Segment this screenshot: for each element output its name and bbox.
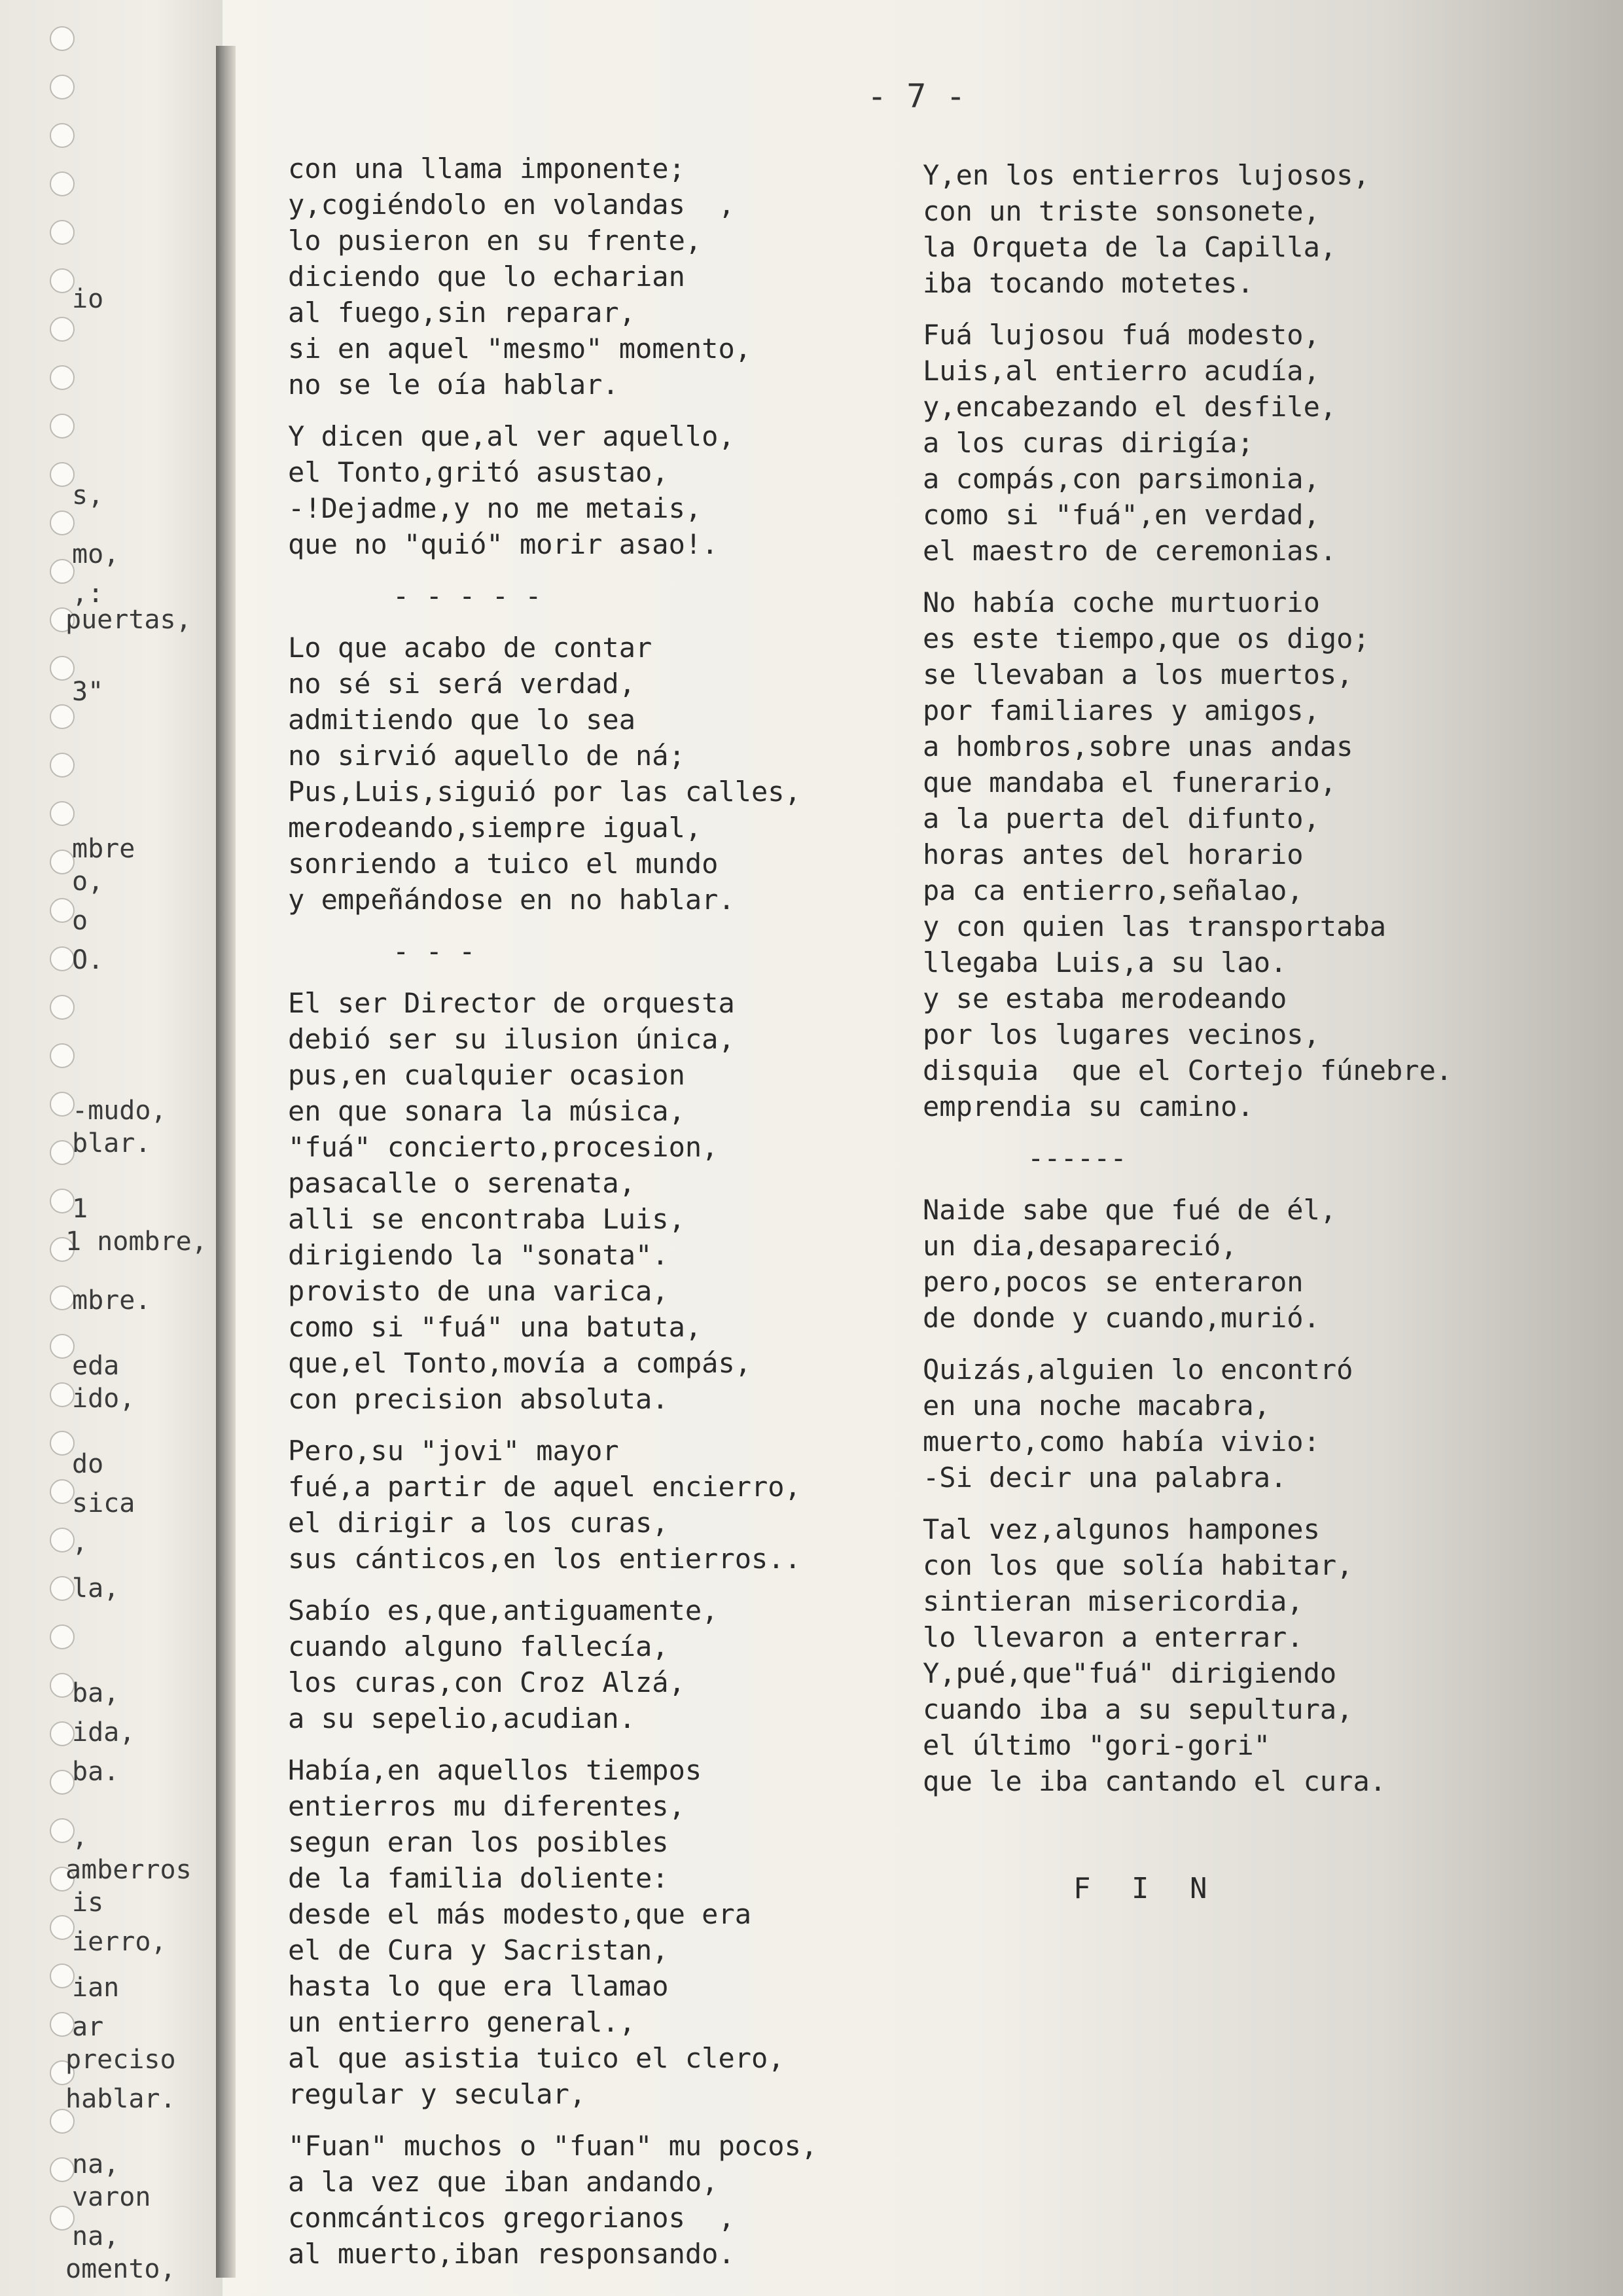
- verse-line: y,encabezando el desfile,: [923, 391, 1337, 423]
- stanza: [288, 1592, 817, 1736]
- binder-hole: [50, 2206, 75, 2231]
- fragment-text: na,: [72, 2149, 120, 2179]
- stanza: [923, 1511, 1452, 1799]
- fragment-text: blar.: [72, 1128, 151, 1158]
- binder-hole: [50, 1964, 75, 1988]
- fragment-text: -mudo,: [72, 1096, 167, 1126]
- fragment-text: ,:: [72, 579, 104, 609]
- stanza: [923, 1192, 1452, 1336]
- stanza: [288, 630, 817, 918]
- binder-hole: [50, 2012, 75, 2037]
- verse-line: y empeñándose en no hablar.: [288, 884, 735, 916]
- verse-line: Sabío es,que,antiguamente,: [288, 1594, 719, 1626]
- stanza: [288, 933, 817, 969]
- fragment-text: sica: [72, 1488, 135, 1518]
- verse-line: no se le oía hablar.: [288, 368, 619, 401]
- binder-hole: [50, 75, 75, 99]
- verse-line: merodeando,siempre igual,: [288, 812, 702, 844]
- verse-line: sintieran misericordia,: [923, 1585, 1304, 1617]
- stanza: [288, 2128, 817, 2272]
- left-poem-column: [288, 151, 817, 2287]
- binder-hole: [50, 1431, 75, 1456]
- binder-hole: [50, 1915, 75, 1940]
- verse-line: es este tiempo,que os digo;: [923, 622, 1370, 655]
- verse-line: fué,a partir de aquel encierro,: [288, 1471, 801, 1503]
- verse-line: en que sonara la música,: [288, 1095, 685, 1127]
- fragment-text: ,: [72, 1528, 88, 1558]
- verse-line: cuando alguno fallecía,: [288, 1630, 669, 1662]
- verse-line: que mandaba el funerario,: [923, 766, 1337, 798]
- verse-line: que le iba cantando el cura.: [923, 1765, 1387, 1797]
- stanza: [923, 317, 1452, 569]
- verse-line: la Orqueta de la Capilla,: [923, 231, 1337, 263]
- verse-line: "Fuan" muchos o "fuan" mu pocos,: [288, 2130, 818, 2162]
- verse-line: en una noche macabra,: [923, 1390, 1271, 1422]
- verse-line: a los curas dirigía;: [923, 427, 1254, 459]
- fragment-text: 1: [72, 1194, 88, 1224]
- verse-line: disquia que el Cortejo fúnebre.: [923, 1054, 1453, 1086]
- fragment-text: o,: [72, 867, 104, 897]
- verse-line: regular y secular,: [288, 2078, 586, 2110]
- fragment-text: o: [72, 906, 88, 936]
- page-fold-shadow: [216, 46, 236, 2278]
- verse-line: Pus,Luis,siguió por las calles,: [288, 776, 801, 808]
- verse-line: si en aquel "mesmo" momento,: [288, 332, 752, 365]
- verse-line: segun eran los posibles: [288, 1826, 669, 1858]
- section-separator: - - - - -: [393, 580, 542, 612]
- verse-line: de la familia doliente:: [288, 1862, 669, 1894]
- fragment-text: ,: [72, 1822, 88, 1852]
- binder-hole: [50, 268, 75, 293]
- verse-line: un dia,desapareció,: [923, 1230, 1238, 1262]
- binder-hole: [50, 220, 75, 245]
- section-separator: - - -: [393, 935, 476, 967]
- verse-line: emprendia su camino.: [923, 1090, 1254, 1122]
- verse-line: horas antes del horario: [923, 838, 1304, 870]
- binder-hole: [50, 26, 75, 51]
- binder-hole: [50, 801, 75, 826]
- verse-line: el dirigir a los curas,: [288, 1507, 669, 1539]
- verse-line: al que asistia tuico el clero,: [288, 2042, 785, 2074]
- stanza: [923, 1140, 1452, 1176]
- fragment-text: puertas,: [65, 605, 192, 635]
- fragment-text: do: [72, 1449, 104, 1479]
- binder-hole: [50, 656, 75, 681]
- fragment-text: O.: [72, 945, 104, 975]
- verse-line: lo llevaron a enterrar.: [923, 1621, 1304, 1653]
- verse-line: con un triste sonsonete,: [923, 195, 1320, 227]
- verse-line: a su sepelio,acudian.: [288, 1702, 636, 1734]
- stanza: [288, 985, 817, 1417]
- verse-line: con los que solía habitar,: [923, 1549, 1353, 1581]
- verse-line: y se estaba merodeando: [923, 982, 1287, 1014]
- verse-line: al fuego,sin reparar,: [288, 296, 636, 329]
- binder-hole: [50, 1673, 75, 1698]
- verse-line: el último "gori-gori": [923, 1729, 1271, 1761]
- binder-hole: [50, 753, 75, 778]
- verse-line: por los lugares vecinos,: [923, 1018, 1320, 1050]
- stanza: [923, 584, 1452, 1124]
- verse-line: debió ser su ilusion única,: [288, 1023, 735, 1055]
- fragment-text: ida,: [72, 1717, 135, 1748]
- verse-line: a hombros,sobre unas andas: [923, 730, 1353, 762]
- verse-line: lo pusieron en su frente,: [288, 224, 702, 257]
- binder-hole: [50, 850, 75, 874]
- verse-line: muerto,como había vivio:: [923, 1426, 1320, 1458]
- verse-line: desde el más modesto,que era: [288, 1898, 752, 1930]
- binder-hole: [50, 1528, 75, 1552]
- verse-line: "fuá" concierto,procesion,: [288, 1131, 719, 1163]
- binder-hole: [50, 365, 75, 390]
- fragment-text: ar: [72, 2012, 104, 2042]
- binder-hole: [50, 317, 75, 342]
- verse-line: el maestro de ceremonias.: [923, 535, 1337, 567]
- fragment-text: mbre: [72, 834, 135, 864]
- fragment-text: preciso: [65, 2045, 176, 2075]
- verse-line: Y,pué,que"fuá" dirigiendo: [923, 1657, 1337, 1689]
- binder-hole: [50, 946, 75, 971]
- verse-line: Y dicen que,al ver aquello,: [288, 420, 735, 452]
- verse-line: de donde y cuando,murió.: [923, 1302, 1320, 1334]
- fragment-text: is: [72, 1888, 104, 1918]
- fragment-text: la,: [72, 1573, 120, 1604]
- verse-line: alli se encontraba Luis,: [288, 1203, 685, 1235]
- stanza: [923, 157, 1452, 301]
- verse-line: pero,pocos se enteraron: [923, 1266, 1304, 1298]
- verse-line: Naide sabe que fué de él,: [923, 1194, 1337, 1226]
- verse-line: hasta lo que era llamao: [288, 1970, 669, 2002]
- end-marker: F I N: [1073, 1872, 1219, 1905]
- binder-hole: [50, 1334, 75, 1359]
- verse-line: sus cánticos,en los entierros..: [288, 1543, 801, 1575]
- fragment-text: ierro,: [72, 1927, 167, 1957]
- verse-line: conmcánticos gregorianos ,: [288, 2202, 735, 2234]
- binder-hole: [50, 462, 75, 487]
- verse-line: Quizás,alguien lo encontró: [923, 1354, 1353, 1386]
- verse-line: entierros mu diferentes,: [288, 1790, 685, 1822]
- section-separator: ------: [1027, 1142, 1127, 1174]
- verse-line: pus,en cualquier ocasion: [288, 1059, 685, 1091]
- verse-line: Lo que acabo de contar: [288, 632, 652, 664]
- verse-line: -!Dejadme,y no me metais,: [288, 492, 702, 524]
- stanza: [288, 578, 817, 614]
- verse-line: provisto de una varica,: [288, 1275, 669, 1307]
- verse-line: pa ca entierro,señalao,: [923, 874, 1304, 906]
- binder-hole: [50, 1721, 75, 1746]
- fragment-text: amberros: [65, 1855, 192, 1885]
- verse-line: cuando iba a su sepultura,: [923, 1693, 1353, 1725]
- verse-line: y con quien las transportaba: [923, 910, 1387, 942]
- binder-hole: [50, 1479, 75, 1504]
- binder-hole: [50, 1382, 75, 1407]
- verse-line: que,el Tonto,movía a compás,: [288, 1347, 752, 1379]
- verse-line: un entierro general.,: [288, 2006, 636, 2038]
- verse-line: por familiares y amigos,: [923, 694, 1320, 726]
- right-poem-column: [923, 157, 1452, 1815]
- verse-line: Fuá lujosou fuá modesto,: [923, 319, 1320, 351]
- verse-line: como si "fuá",en verdad,: [923, 499, 1320, 531]
- fragment-text: mo,: [72, 539, 120, 569]
- binder-hole: [50, 1043, 75, 1068]
- binder-hole: [50, 1189, 75, 1213]
- verse-line: y,cogiéndolo en volandas ,: [288, 188, 735, 221]
- verse-line: iba tocando motetes.: [923, 267, 1254, 299]
- fragment-text: mbre.: [72, 1285, 151, 1316]
- fragment-text: eda: [72, 1351, 120, 1381]
- binder-hole: [50, 1818, 75, 1843]
- verse-line: a compás,con parsimonia,: [923, 463, 1320, 495]
- binder-hole: [50, 704, 75, 729]
- verse-line: Y,en los entierros lujosos,: [923, 159, 1370, 191]
- binder-hole: [50, 1576, 75, 1601]
- verse-line: con una llama imponente;: [288, 152, 685, 185]
- verse-line: diciendo que lo echarian: [288, 260, 685, 293]
- fragment-text: hablar.: [65, 2084, 176, 2114]
- verse-line: como si "fuá" una batuta,: [288, 1311, 702, 1343]
- fragment-text: omento,: [65, 2254, 176, 2284]
- verse-line: no sé si será verdad,: [288, 668, 636, 700]
- verse-line: el Tonto,gritó asustao,: [288, 456, 669, 488]
- fragment-text: 3": [72, 677, 104, 707]
- binder-hole: [50, 559, 75, 584]
- fragment-text: na,: [72, 2221, 120, 2251]
- binder-hole: [50, 1140, 75, 1165]
- page-number: - 7 -: [867, 77, 966, 115]
- stanza: [288, 1752, 817, 2112]
- verse-line: El ser Director de orquesta: [288, 987, 735, 1019]
- verse-line: No había coche murtuorio: [923, 586, 1320, 619]
- binder-hole: [50, 1285, 75, 1310]
- verse-line: admitiendo que lo sea: [288, 704, 636, 736]
- verse-line: -Si decir una palabra.: [923, 1462, 1287, 1494]
- fragment-text: ian: [72, 1973, 120, 2003]
- verse-line: al muerto,iban responsando.: [288, 2238, 735, 2270]
- fragment-text: io: [72, 284, 104, 314]
- binder-hole: [50, 2157, 75, 2182]
- verse-line: que no "quió" morir asao!.: [288, 528, 719, 560]
- stanza: [288, 1433, 817, 1577]
- binder-hole: [50, 171, 75, 196]
- fragment-text: ido,: [72, 1384, 135, 1414]
- binder-hole: [50, 414, 75, 439]
- verse-line: con precision absoluta.: [288, 1383, 669, 1415]
- binder-hole: [50, 1624, 75, 1649]
- verse-line: Luis,al entierro acudía,: [923, 355, 1320, 387]
- verse-line: Tal vez,algunos hampones: [923, 1513, 1320, 1545]
- binder-hole: [50, 123, 75, 148]
- fragment-text: s,: [72, 480, 104, 511]
- binder-hole: [50, 1770, 75, 1795]
- binder-hole: [50, 1092, 75, 1117]
- verse-line: el de Cura y Sacristan,: [288, 1934, 669, 1966]
- stanza: [923, 1352, 1452, 1496]
- stanza: [288, 418, 817, 562]
- fragment-text: ba.: [72, 1757, 120, 1787]
- fragment-text: 1 nombre,: [65, 1227, 207, 1257]
- verse-line: Había,en aquellos tiempos: [288, 1754, 702, 1786]
- binder-hole: [50, 995, 75, 1020]
- verse-line: a la vez que iban andando,: [288, 2166, 719, 2198]
- verse-line: los curas,con Croz Alzá,: [288, 1666, 685, 1698]
- fragment-text: ba,: [72, 1678, 120, 1708]
- verse-line: llegaba Luis,a su lao.: [923, 946, 1287, 978]
- verse-line: dirigiendo la "sonata".: [288, 1239, 669, 1271]
- stanza: [288, 151, 817, 403]
- verse-line: no sirvió aquello de ná;: [288, 740, 685, 772]
- verse-line: a la puerta del difunto,: [923, 802, 1320, 834]
- binder-hole: [50, 511, 75, 535]
- binder-hole: [50, 898, 75, 923]
- verse-line: sonriendo a tuico el mundo: [288, 848, 719, 880]
- verse-line: se llevaban a los muertos,: [923, 658, 1353, 691]
- verse-line: Pero,su "jovi" mayor: [288, 1435, 619, 1467]
- fragment-text: varon: [72, 2182, 151, 2212]
- verse-line: pasacalle o serenata,: [288, 1167, 636, 1199]
